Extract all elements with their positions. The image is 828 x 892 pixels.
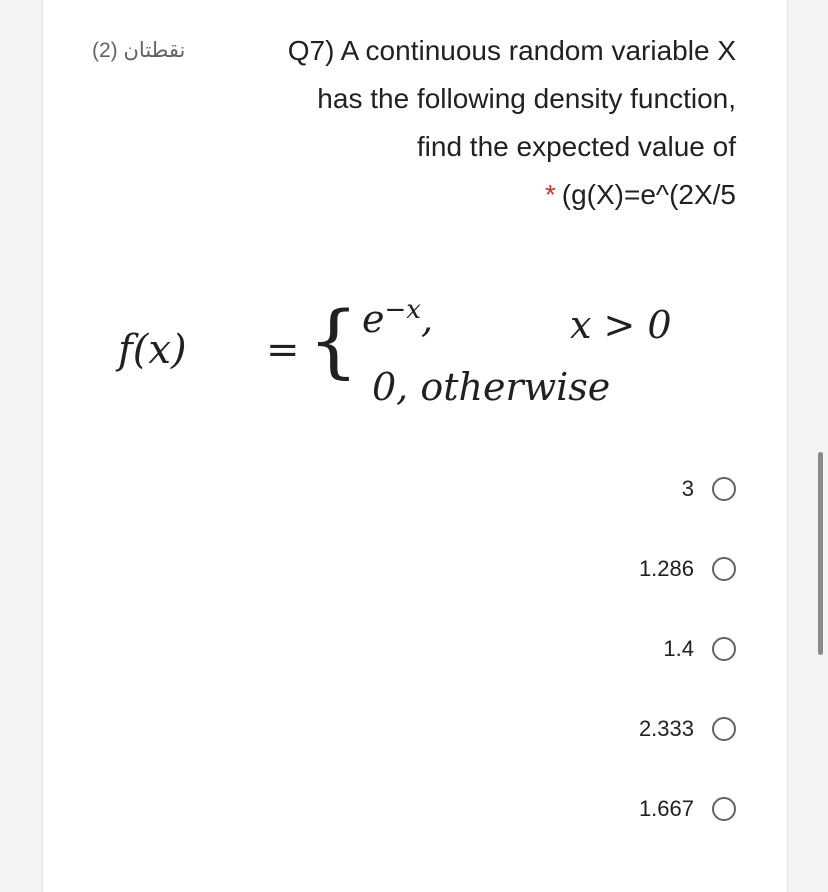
radio-button[interactable] (712, 477, 736, 501)
option-label: 1.286 (638, 556, 694, 581)
option-label: 3 (681, 476, 694, 501)
question-line-4-text: (g(X)=e^(2X/5 (561, 179, 736, 210)
density-formula (118, 290, 718, 430)
option-row[interactable] (639, 549, 736, 589)
option-row[interactable] (639, 709, 736, 749)
case-1-base: e (362, 297, 385, 341)
option-row[interactable] (682, 469, 736, 509)
option-label: 1.4 (663, 636, 694, 661)
radio-button[interactable] (712, 717, 736, 741)
required-asterisk: * (544, 179, 556, 210)
formula-equals: = (266, 327, 300, 373)
formula-case-2: 0, otherwise (372, 365, 611, 409)
question-line-2: has the following density function, (317, 83, 736, 114)
question-line-1: Q7) A continuous random variable X (287, 35, 736, 66)
radio-button[interactable] (712, 557, 736, 581)
scrollbar[interactable] (818, 452, 823, 655)
formula-case-1-condition: x > 0 (570, 303, 672, 347)
question-line-4 (288, 171, 736, 219)
formula-lhs: f(x) (118, 327, 187, 373)
option-row[interactable] (639, 789, 736, 829)
option-label: 1.667 (638, 796, 694, 821)
case-1-exponent: −x (384, 295, 421, 325)
formula-case-1 (362, 295, 433, 341)
option-row[interactable] (663, 629, 736, 669)
radio-button[interactable] (712, 797, 736, 821)
points-label: (2) نقطتان (92, 39, 186, 62)
case-1-comma: , (420, 297, 434, 341)
radio-button[interactable] (712, 637, 736, 661)
formula-brace: { (308, 294, 359, 387)
option-label: 2.333 (638, 716, 694, 741)
question-text (288, 27, 736, 219)
question-line-3: find the expected value of (416, 131, 736, 162)
